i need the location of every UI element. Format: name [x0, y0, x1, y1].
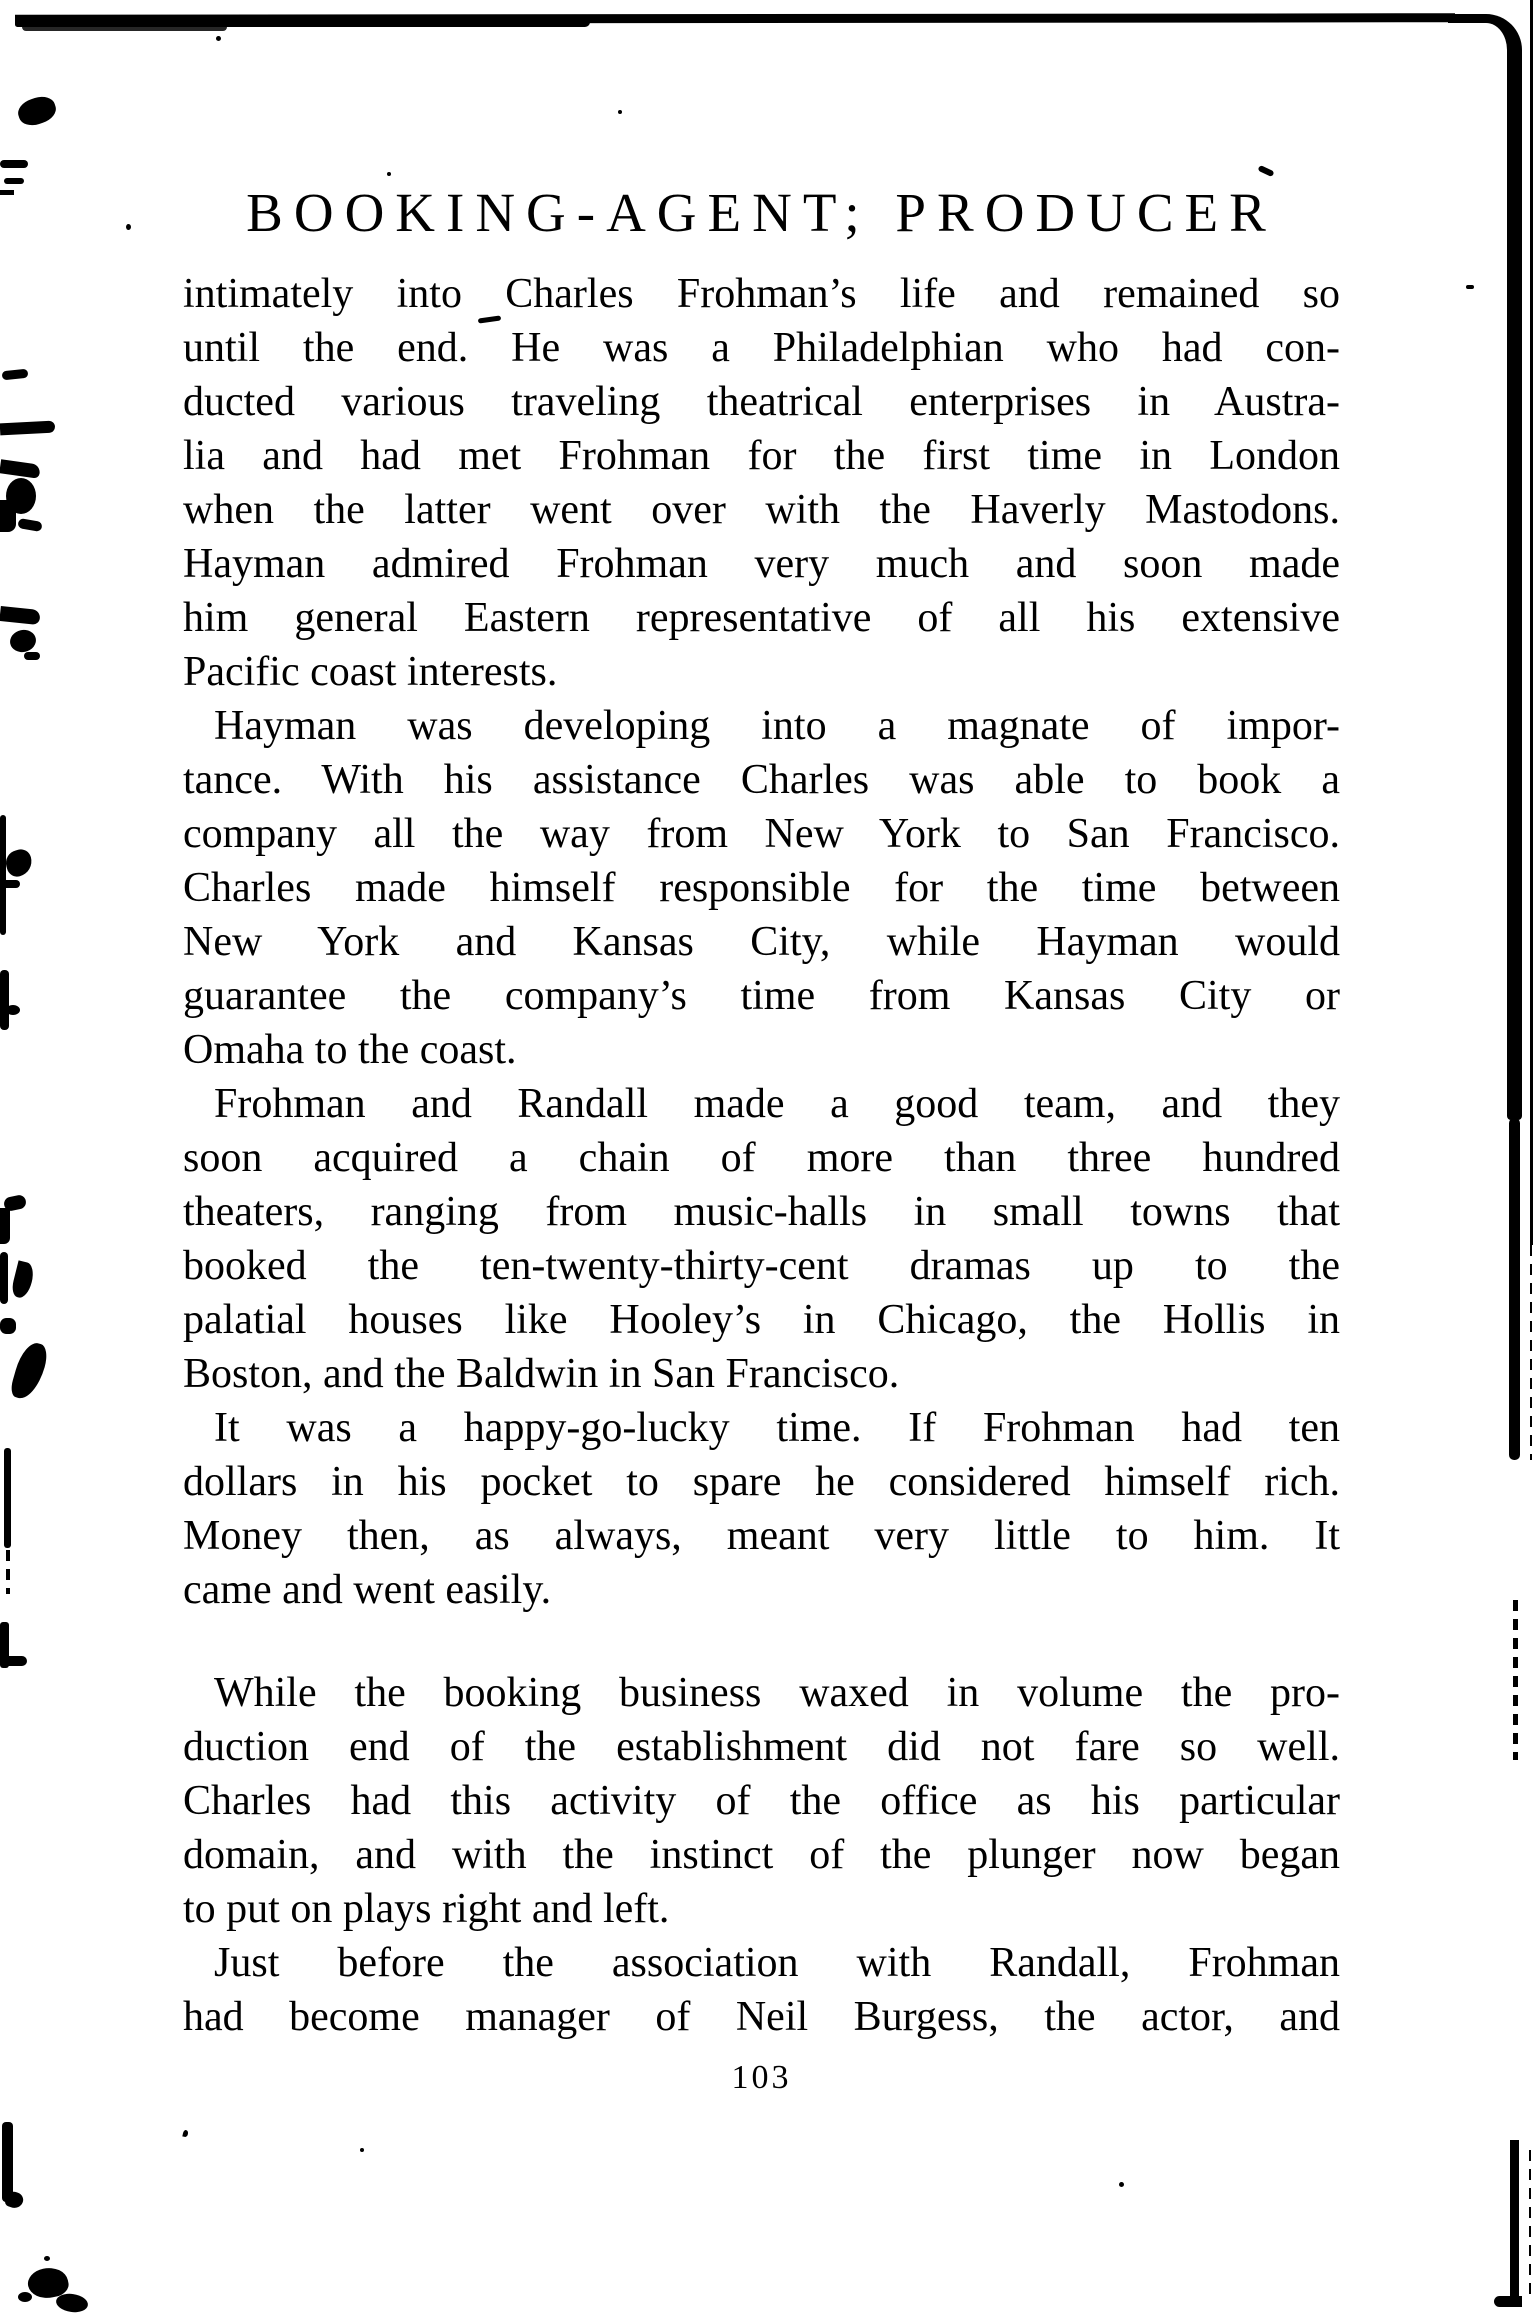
- text-line: palatial houses like Hooley’s in Chicago, the Hollis in: [183, 1297, 1340, 1343]
- text-line: While the booking business waxed in volume the pro-: [214, 1670, 1340, 1716]
- scan-artifact-ink-streak: [0, 1252, 8, 1304]
- scan-artifact-ink-blot: [0, 1318, 16, 1334]
- scan-artifact-ink-blot: [18, 2292, 32, 2302]
- scan-artifact-ink-blot: [0, 190, 14, 195]
- text-line: him general Eastern representative of all his extensive: [183, 595, 1340, 641]
- text-line: duction end of the establishment did not fare so well.: [183, 1724, 1340, 1770]
- scan-artifact-ink-speck: [1119, 2182, 1124, 2187]
- scan-artifact-ink-blot: [0, 606, 41, 625]
- text-line: Money then, as always, meant very little to him. It: [183, 1513, 1340, 1559]
- text-line: lia and had met Frohman for the first time in London: [183, 433, 1340, 479]
- page-number: 103: [731, 2059, 792, 2096]
- scan-artifact-right-hairline: [1530, 1245, 1532, 1460]
- scan-artifact-ink-speck: [387, 172, 391, 176]
- text-line: dollars in his pocket to spare he considered himself rich.: [183, 1459, 1340, 1505]
- scan-artifact-ink-streak: [0, 815, 6, 935]
- text-line: to put on plays right and left.: [183, 1886, 670, 1932]
- text-line: until the end. He was a Philadelphian who had con-: [183, 325, 1340, 371]
- text-line: Hayman admired Frohman very much and soon made: [183, 541, 1340, 587]
- scan-artifact-ink-blot: [4, 178, 24, 184]
- text-line: soon acquired a chain of more than three hundred: [183, 1135, 1340, 1181]
- text-line: intimately into Charles Frohman’s life and remained so: [183, 271, 1340, 317]
- scan-artifact-ink-blot: [17, 518, 42, 532]
- text-line: ducted various traveling theatrical enterprises in Austra-: [183, 379, 1340, 425]
- scan-artifact-ink-streak: [0, 970, 9, 1030]
- text-line: booked the ten-twenty-thirty-cent dramas up to the: [183, 1243, 1340, 1289]
- scan-artifact-right-rule: [1513, 1600, 1518, 1760]
- scan-artifact-ink-speck: [44, 2256, 50, 2261]
- scan-artifact-ink-blot: [24, 652, 40, 660]
- scan-artifact-ink-blot: [9, 1339, 51, 1402]
- text-line: Frohman and Randall made a good team, and they: [214, 1081, 1340, 1127]
- scan-artifact-ink-streak: [6, 1550, 10, 1594]
- scan-artifact-ink-blot: [5, 1656, 27, 1666]
- text-line: Charles had this activity of the office as his particular: [183, 1778, 1340, 1824]
- scan-artifact-corner-rule: [1448, 14, 1522, 84]
- scan-artifact-ink-blot: [15, 93, 59, 129]
- scan-artifact-ink-blot: [0, 160, 28, 168]
- scan-artifact-right-rule: [1510, 2140, 1519, 2302]
- text-line: came and went easily.: [183, 1567, 552, 1613]
- scan-artifact-right-hairline: [1530, 0, 1533, 1245]
- scan-artifact-right-rule: [1507, 75, 1522, 1120]
- scan-artifact-ink-blot: [3, 847, 35, 879]
- text-line: Just before the association with Randall, Frohman: [214, 1940, 1340, 1986]
- running-head: BOOKING-AGENT; PRODUCER: [246, 182, 1277, 243]
- scan-artifact-ink-speck: [360, 2148, 364, 2152]
- scan-artifact-ink-speck: [216, 36, 221, 41]
- scan-artifact-ink-speck: [126, 224, 131, 230]
- scan-artifact-ink-blot: [0, 459, 41, 478]
- text-line: Charles made himself responsible for the time between: [183, 865, 1340, 911]
- scan-artifact-ink-blot: [10, 1260, 36, 1299]
- text-line: guarantee the company’s time from Kansas City or: [183, 973, 1340, 1019]
- scan-artifact-ink-blot: [6, 1005, 20, 1015]
- text-line: It was a happy-go-lucky time. If Frohman had ten: [214, 1405, 1340, 1451]
- scan-artifact-right-rule: [1509, 1118, 1520, 1460]
- scan-artifact-ink-blot: [2, 369, 29, 381]
- text-line: had become manager of Neil Burgess, the actor, and: [183, 1994, 1340, 2040]
- text-line: Boston, and the Baldwin in San Francisco.: [183, 1351, 900, 1397]
- scan-artifact-right-hairline: [1529, 2150, 1531, 2300]
- text-line: Pacific coast interests.: [183, 649, 558, 695]
- scan-artifact-ink-speck: [618, 110, 622, 114]
- scan-artifact-ink-streak: [4, 1448, 11, 1548]
- scan-artifact-ink-speck: [182, 2130, 188, 2138]
- scan-artifact-ink-streak: [2, 2122, 13, 2202]
- scan-artifact-ink-blot: [8, 628, 38, 655]
- text-line: domain, and with the instinct of the plunger now began: [183, 1832, 1340, 1878]
- text-line: company all the way from New York to San Francisco.: [183, 811, 1340, 857]
- scan-artifact-stray-mark: [1257, 165, 1274, 177]
- text-line: Omaha to the coast.: [183, 1027, 517, 1073]
- text-line: New York and Kansas City, while Hayman would: [183, 919, 1340, 965]
- scan-artifact-ink-blot: [55, 2292, 89, 2314]
- text-line: Hayman was developing into a magnate of impor-: [214, 703, 1340, 749]
- scan-artifact-ink-blot: [0, 1208, 10, 1244]
- scan-artifact-ink-speck: [1466, 285, 1474, 289]
- scan-artifact-ink-blot: [0, 421, 55, 436]
- text-line: tance. With his assistance Charles was able to book a: [183, 757, 1340, 803]
- text-line: theaters, ranging from music-halls in small towns that: [183, 1189, 1340, 1235]
- scan-artifact-top-rule-blot: [22, 27, 227, 31]
- scan-artifact-right-rule: [1494, 2296, 1522, 2307]
- body-text: [183, 267, 1340, 2044]
- scan-artifact-ink-blot: [0, 500, 16, 532]
- text-line: when the latter went over with the Haverly Mastodons.: [183, 487, 1340, 533]
- scan-artifact-ink-blot: [0, 880, 20, 888]
